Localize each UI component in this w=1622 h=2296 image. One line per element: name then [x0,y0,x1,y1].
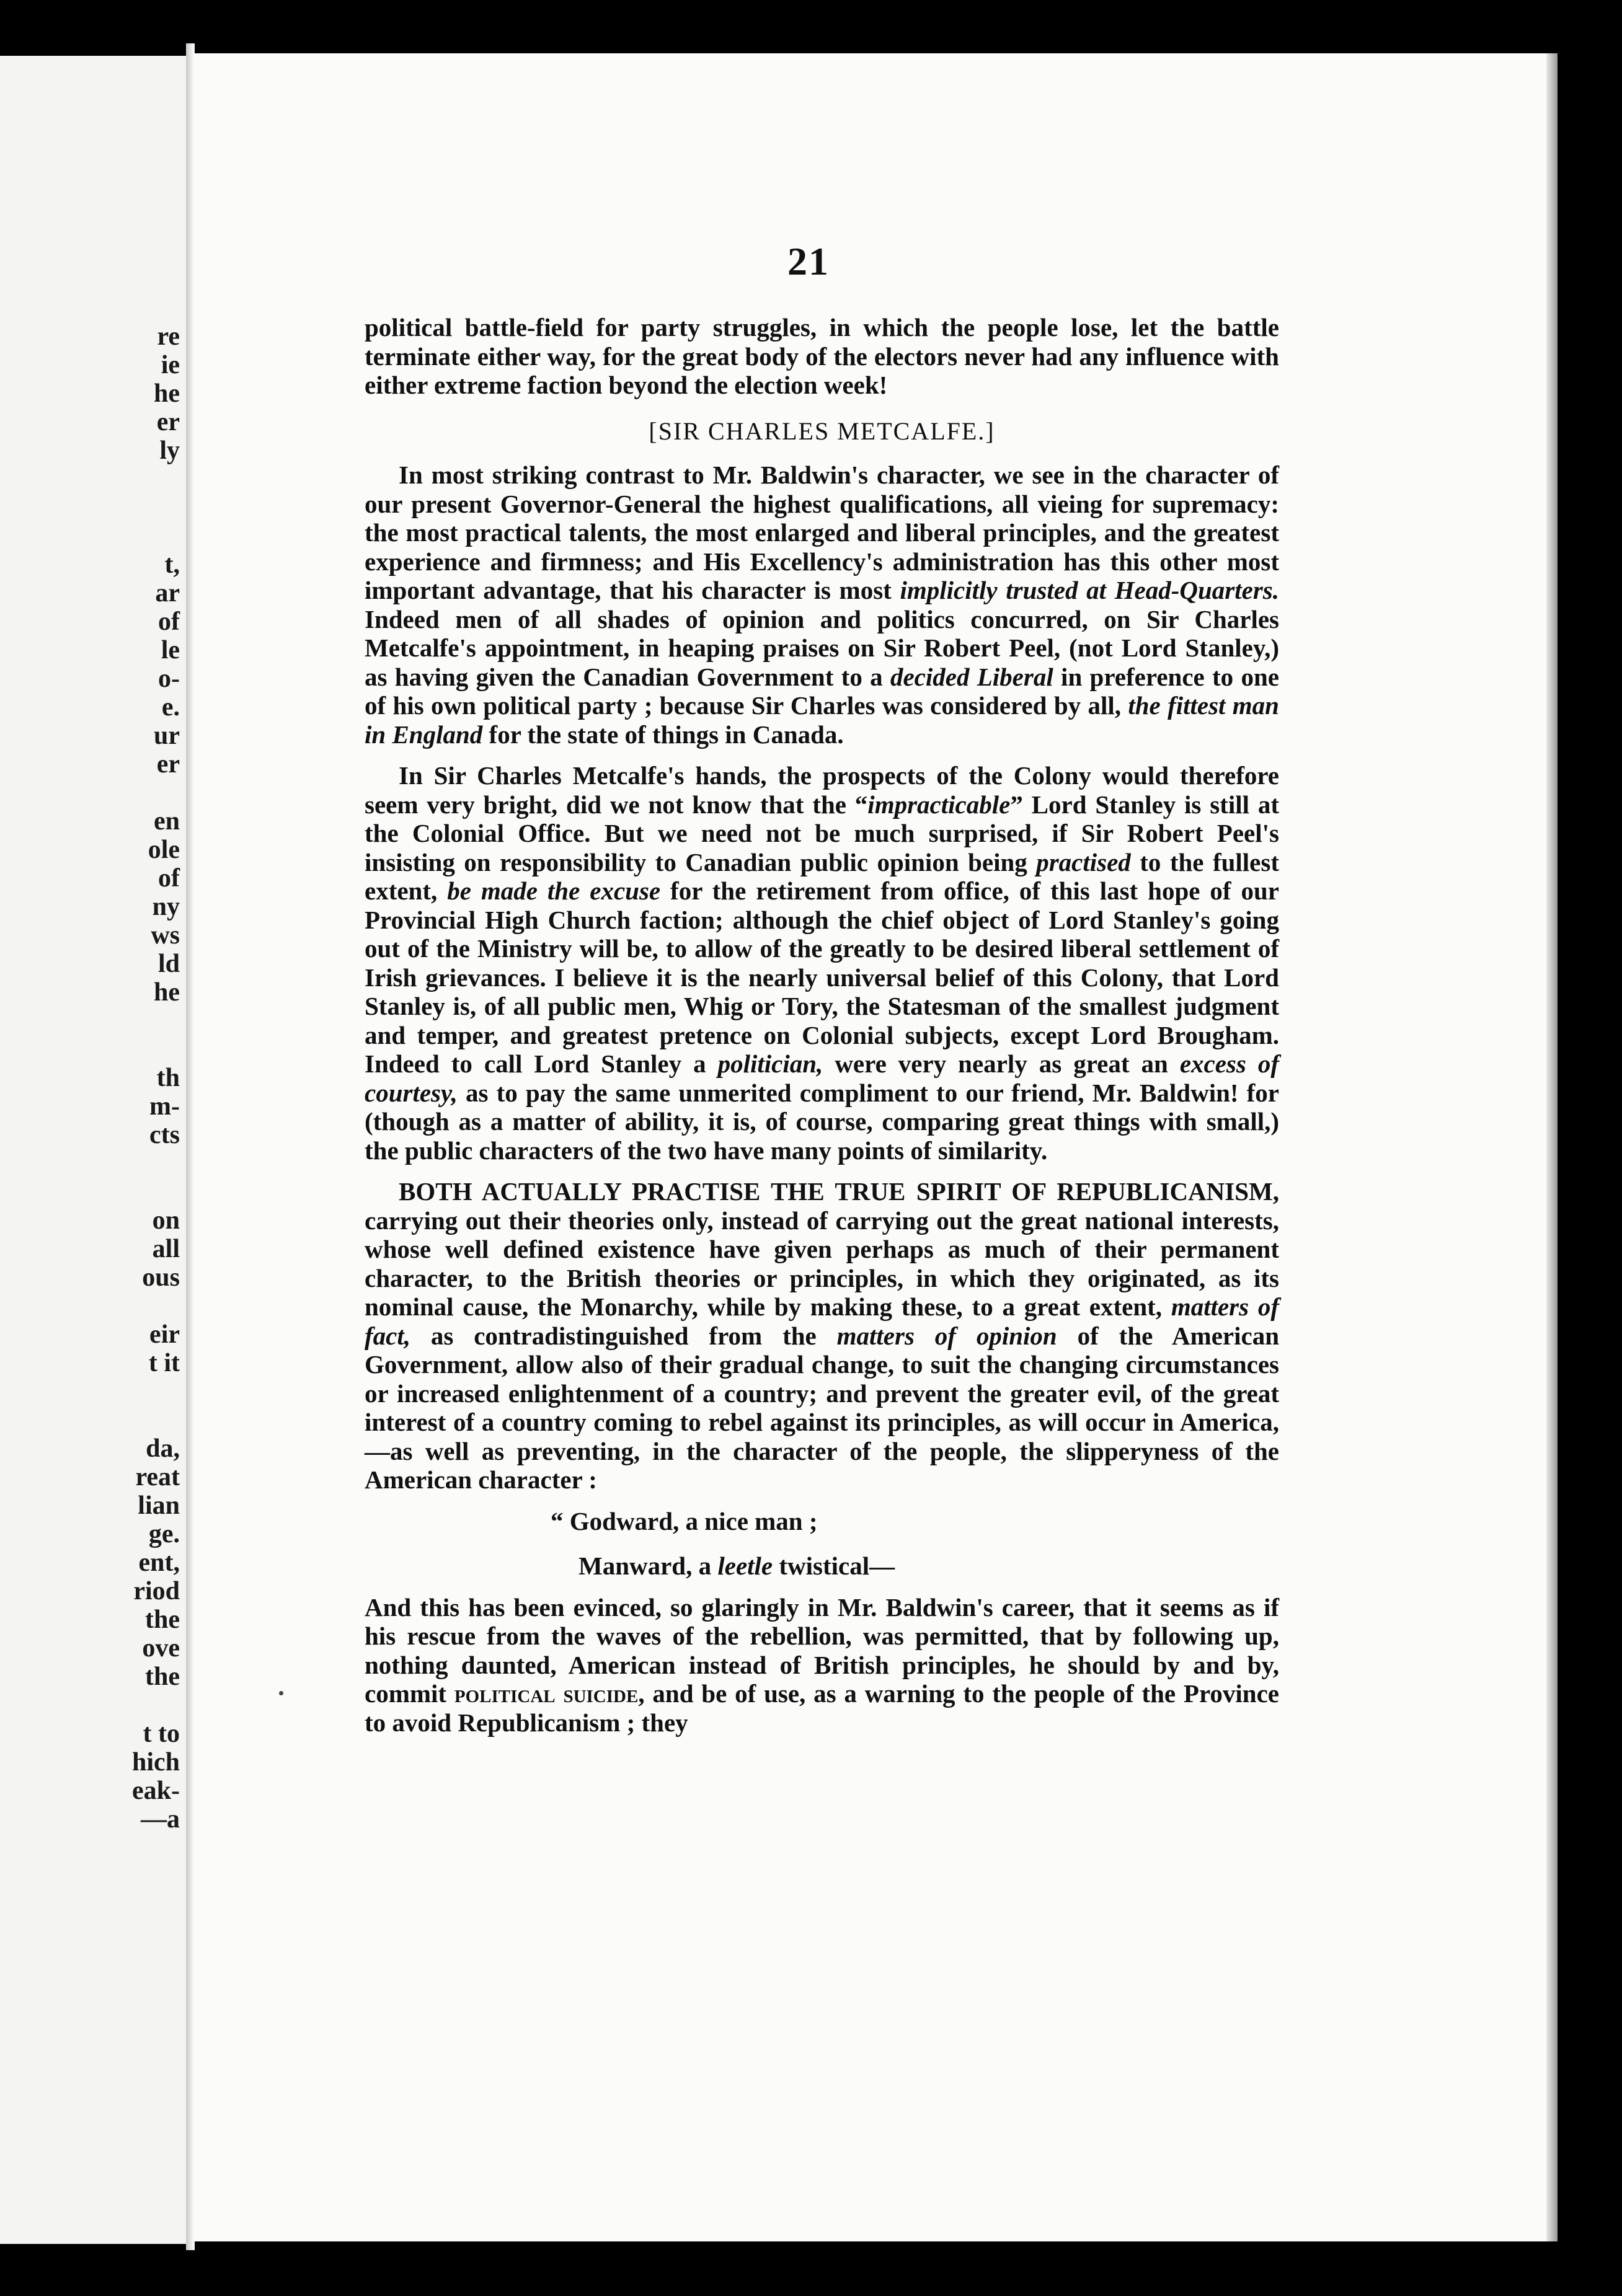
page-edge-shadow [1546,53,1558,2241]
facing-page-fragment [132,1035,180,1064]
facing-page-fragment: eak- [132,1777,180,1805]
facing-page-fragment [132,1377,180,1406]
facing-page-fragment [132,1406,180,1434]
facing-page-fragment: ar [155,579,180,607]
facing-page-fragment: ny [152,893,180,921]
facing-page-fragment: ie [161,351,180,379]
facing-page-fragment: ws [151,921,180,950]
facing-page-fragment: ur [154,722,180,750]
facing-page-fragment: lian [138,1491,180,1520]
facing-page-fragment: eir [149,1320,180,1349]
facing-page-fragment: m- [149,1092,180,1121]
ink-speck [279,1691,283,1695]
facing-page-fragment: of [158,864,180,893]
facing-page-fragment: hich [131,1748,180,1777]
facing-page-fragment: ole [148,836,180,864]
facing-page-fragment: all [152,1235,180,1263]
facing-page-fragment: on [152,1206,180,1235]
facing-page-fragment: er [156,408,180,436]
facing-page-fragment: t, [164,550,180,579]
paragraph-republicanism: BOTH ACTUALLY PRACTISE THE TRUE SPIRIT OF REPUBLICANISM, carrying out their theories only, instead of carrying out the great national interests, whose well defined existence have given perhaps as much of their permanent character, to the British theories or principles, in which they originated, as its nominal cause, the Monarchy, while by making these, to a great extent, matters of fact, as contradistinguished from the matters of opinion of the American Government, allow also of their gradual change, to suit the changing circumstances or increased enlightenment of a country; and prevent the greater evil, of the great interest of a country coming to rebel against its principles, as will occur in America,—as well as preventing, in the character of the people, the slipperyness of the American character : [365,1177,1280,1494]
facing-page-fragment [132,779,180,807]
facing-page-fragment [132,1292,180,1320]
facing-page-fragment: of [158,607,180,636]
facing-page-fragment: he [154,978,180,1007]
facing-page-fragment [132,1691,180,1720]
facing-page-fragment: t it [148,1349,180,1377]
facing-page-fragment: re [157,322,180,351]
section-heading: [SIR CHARLES METCALFE.] [649,417,995,445]
facing-page-fragment: ld [157,950,180,978]
facing-page-fragment [132,522,180,550]
facing-page-fragment: riod [133,1577,180,1605]
facing-page-fragment [132,1149,180,1178]
facing-page-fragment: er [156,750,180,779]
facing-page-fragment: en [154,807,180,836]
facing-page-fragment: reat [135,1463,180,1491]
facing-page-fragment: ge. [148,1520,180,1548]
facing-page-fragment: da, [146,1434,180,1463]
facing-page-fragment: —a [141,1805,180,1834]
facing-page-text-fragments [132,322,180,1834]
facing-page-fragment: cts [149,1121,180,1149]
facing-page-fragment [132,465,180,493]
paragraph-colony-prospects: In Sir Charles Metcalfe's hands, the prospects of the Colony would therefore seem very bright, did we not know that the “impracticable” Lord Stanley is still at the Colonial Office. But we need not be much surprised, if Sir Robert Peel's insisting on responsibility to Canadian public opinion being practised to the fullest extent, be made the excuse for the retirement from office, of this last hope of our Provincial High Church faction; although the chief object of Lord Stanley's going out of the Ministry will be, to allow of the greatly to be desired liberal settlement of Irish grievances. I believe it is the nearly universal belief of this Colony, that Lord Stanley is, of all public men, Whig or Tory, the Statesman of the smallest judgment and temper, and greatest pretence on Colonial subjects, except Lord Brougham. Indeed to call Lord Stanley a politician, were very nearly as great an excess of courtesy, as to pay the same unmerited compliment to our friend, Mr. Baldwin! for (though as a matter of ability, it is, of course, comparing great things with small,) the public characters of the two have many points of similarity. [365,761,1280,1165]
facing-page-fragment: t to [143,1720,180,1748]
page-body [365,313,1279,1737]
opening-paragraph: political battle-field for party struggles, in which the people lose, let the battle terminate either way, for the great body of the electors never had any influence with either extreme faction beyond the election week! [365,313,1279,399]
facing-page-fragment: the [145,1662,180,1691]
facing-page-fragment: ous [142,1263,180,1292]
verse-quotation [365,1507,1279,1581]
facing-page-fragment: e. [161,693,180,722]
paragraph-baldwin-career: And this has been evinced, so glaringly in Mr. Baldwin's career, that it seems as if his rescue from the waves of the rebellion, was permitted, that by following up, nothing daunted, American instead of British principles, he should by and by, commit political suicide, and be of use, as a warning to the people of the Province to avoid Republicanism ; they [365,1592,1279,1737]
facing-page-fragment: le [161,636,180,665]
facing-page-fragment: th [156,1064,180,1092]
facing-page-fragment [132,1178,180,1206]
facing-page-fragment: he [154,379,180,408]
verse-line-2: Manward, a leetle twistical— [578,1552,895,1580]
facing-page-fragment: ly [159,436,180,465]
book-gutter [186,43,195,2250]
paragraph-metcalfe-character: In most striking contrast to Mr. Baldwin's character, we see in the character of our present Governor-General the highest qualifications, all vieing for supremacy: the most practical talents, the most enlarged and liberal principles, and the greatest experience and firmness; and His Excellency's administration has this other most important advantage, that his character is most implicitly trusted at Head-Quarters. Indeed men of all shades of opinion and politics concurred, on Sir Charles Metcalfe's appointment, in heaping praises on Sir Robert Peel, (not Lord Stanley,) as having given the Canadian Government to a decided Liberal in preference to one of his own political party ; because Sir Charles was considered by all, the fittest man in England for the state of things in Canada. [365,461,1279,749]
facing-page-fragment: the [145,1605,180,1634]
facing-page-fragment: o- [158,665,180,693]
facing-page-edge [0,56,186,2244]
facing-page-fragment [132,493,180,522]
facing-page-fragment [132,1007,180,1035]
verse-line-1: “ Godward, a nice man ; [551,1506,818,1535]
facing-page-fragment: ent, [138,1548,180,1577]
facing-page-fragment: ove [142,1634,180,1662]
page-number: 21 [787,239,830,283]
